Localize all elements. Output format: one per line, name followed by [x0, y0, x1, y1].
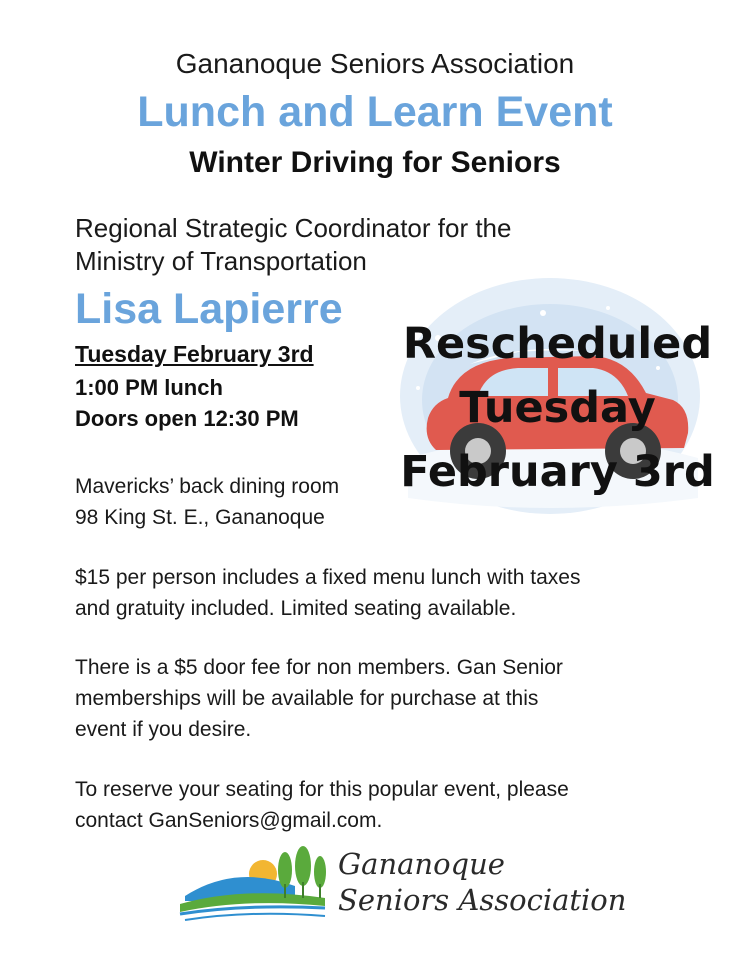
rescheduled-line: Tuesday: [459, 383, 656, 433]
contact-line: contact GanSeniors@gmail.com.: [75, 809, 383, 832]
fee-line: There is a $5 door fee for non members. Gan Senior: [75, 656, 563, 679]
price-line: $15 per person includes a fixed menu lunch with taxes: [75, 566, 581, 589]
fee-line: event if you desire.: [75, 718, 252, 741]
event-date: Tuesday February 3rd: [75, 341, 314, 367]
rescheduled-line: February 3rd: [400, 447, 715, 497]
contact-paragraph: [75, 774, 695, 836]
rescheduled-notice: [385, 312, 730, 504]
price-paragraph: [75, 562, 695, 624]
event-subtitle: Winter Driving for Seniors: [189, 146, 561, 179]
venue-address: 98 King St. E., Gananoque: [75, 506, 325, 529]
speaker-role-line: Ministry of Transportation: [75, 246, 367, 276]
contact-line: To reserve your seating for this popular event, please: [75, 778, 569, 801]
event-title: Lunch and Learn Event: [137, 88, 613, 136]
speaker-name: Lisa Lapierre: [75, 285, 343, 333]
venue: [75, 471, 339, 533]
association-logo-text: [338, 846, 626, 918]
association-logo-icon: [175, 846, 335, 926]
fee-line: memberships will be available for purchase at this: [75, 687, 539, 710]
venue-name: Mavericks’ back dining room: [75, 475, 340, 498]
rescheduled-line: Rescheduled: [402, 319, 713, 369]
organization-heading: Gananoque Seniors Association: [175, 48, 575, 79]
doors-open-time: Doors open 12:30 PM: [75, 406, 299, 431]
price-line: and gratuity included. Limited seating available.: [75, 597, 517, 620]
logo-text-line: Seniors Association: [338, 883, 627, 917]
lunch-time: 1:00 PM lunch: [75, 375, 223, 400]
logo-text-line: Gananoque: [338, 847, 505, 881]
speaker-role-line: Regional Strategic Coordinator for the: [75, 213, 512, 243]
door-fee-paragraph: [75, 652, 695, 745]
